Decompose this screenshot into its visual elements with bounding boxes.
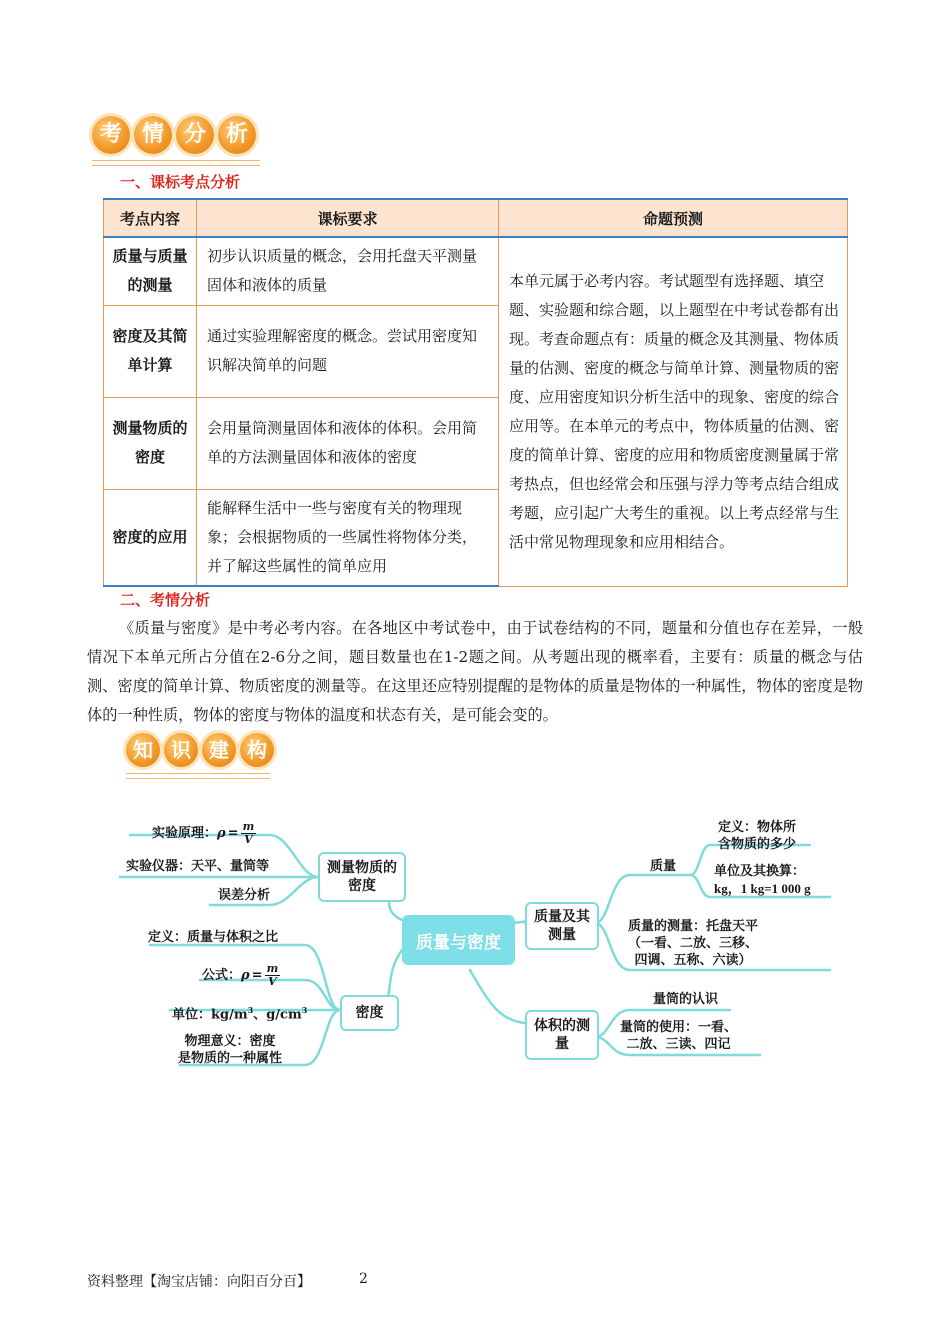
page-number: 2	[359, 1271, 368, 1287]
mass-def-line: 含物质的多少	[718, 837, 797, 852]
header-badge: 析	[218, 116, 256, 154]
cylinder-use-line: 二放、三读、四记	[626, 1037, 731, 1052]
formula-lhs: ρ	[241, 968, 250, 983]
header-badge: 识	[164, 733, 198, 767]
header-badge: 建	[202, 733, 236, 767]
footer-source: 资料整理【淘宝店铺：向阳百分百】	[87, 1274, 311, 1290]
formula-denominator: V	[268, 975, 277, 988]
principle-lhs: ρ	[217, 826, 226, 841]
requirement-cell: 能解释生活中一些与密度有关的物理现象；会根据物质的一些属性将物体分类，并了解这些属性的简单应用	[197, 489, 499, 586]
table-header: 考点内容	[104, 199, 197, 237]
header-badge: 考	[92, 116, 130, 154]
requirement-cell: 初步认识质量的概念，会用托盘天平测量固体和液体的质量	[197, 237, 499, 305]
principle-label: 实验原理：	[152, 826, 218, 841]
table-header: 命题预测	[499, 199, 848, 237]
node-mass-measurement: 质量及其测量	[525, 902, 599, 950]
mass-measure-line: 四调、五称、六读）	[634, 953, 752, 968]
error-analysis-text: 误差分析	[218, 888, 271, 903]
mass-def-line: 定义：物体所	[718, 820, 797, 835]
mass-unit-text	[714, 863, 811, 897]
requirement-cell: 会用量筒测量固体和液体的体积。会用简单的方法测量固体和液体的密度	[197, 397, 499, 489]
mass-measure-line: 质量的测量：托盘天平	[628, 919, 759, 934]
meaning-line: 物理意义：密度	[184, 1034, 276, 1049]
principle-text: 实验原理： ρ = $\frac{m}{V}$	[152, 820, 255, 846]
density-definition-text: 定义：质量与体积之比	[148, 930, 279, 945]
table-header: 课标要求	[197, 199, 499, 237]
prediction-cell: 本单元属于必考内容。考试题型有选择题、填空题、实验题和综合题，以上题型在中考试卷都有出现。考查命题点有：质量的概念及其测量、物体质量的估测、密度的概念与简单计算、测量物质的密度、应用密度知识分析生活中的现象、密度的综合应用等。在本单元的考点中，物体质量的估测、密度的简单计算、密度的应用和物质密度测量属于常考热点，但也经常会和压强与浮力等考点结合组成考题，应引起广大考生的重视。以上考点经常与生活中常见物理现象和应用相结合。	[499, 237, 848, 586]
unit1-exp: 3	[247, 1005, 254, 1015]
mind-map-center: 质量与密度	[402, 915, 515, 965]
mass-definition-text	[718, 819, 796, 853]
cylinder-know-text: 量筒的认识	[653, 992, 719, 1007]
principle-denominator: V	[244, 833, 253, 846]
formula-label: 公式：	[202, 968, 242, 983]
mass-measure-text	[628, 918, 758, 969]
requirement-cell: 通过实验理解密度的概念。尝试用密度知识解决简单的问题	[197, 305, 499, 397]
formula-fraction	[265, 963, 281, 988]
mass-text: 质量	[650, 859, 677, 874]
node-density: 密度	[340, 995, 399, 1031]
header-badge: 情	[134, 116, 172, 154]
section-header-badges	[126, 733, 274, 767]
curriculum-table	[103, 198, 848, 587]
unit-separator: 、	[253, 1007, 267, 1023]
header-badge: 构	[240, 733, 274, 767]
header-underline	[126, 773, 270, 779]
header-underline	[92, 160, 260, 166]
instruments-text: 实验仪器：天平、量筒等	[126, 859, 270, 874]
formula-numerator: m	[266, 962, 279, 975]
density-meaning-text	[178, 1033, 282, 1067]
unit2-exp: 3	[301, 1005, 308, 1015]
topic-cell: 测量物质的密度	[104, 397, 197, 489]
section-title-analysis: 二、考情分析	[120, 591, 211, 609]
cylinder-use-text	[620, 1019, 737, 1053]
topic-cell: 密度及其简单计算	[104, 305, 197, 397]
node-measure-density: 测量物质的密度	[318, 852, 406, 902]
table-row	[104, 237, 848, 305]
mass-unit-line: kg，1 kg=1 000 g	[714, 881, 811, 896]
unit1-base: kg/m	[211, 1007, 248, 1023]
node-volume-measurement: 体积的测量	[525, 1010, 599, 1060]
mind-map	[110, 805, 840, 1075]
unit2-base: g/cm	[266, 1007, 302, 1023]
mass-measure-line: （一看、二放、三移、	[628, 936, 759, 951]
topic-cell: 密度的应用	[104, 489, 197, 586]
section-header-badges	[92, 116, 256, 154]
topic-cell: 质量与质量的测量	[104, 237, 197, 305]
section-title-curriculum: 一、课标考点分析	[120, 173, 241, 191]
density-formula-text: 公式： ρ = $\frac{m}{V}$	[202, 962, 279, 988]
header-badge: 知	[126, 733, 160, 767]
meaning-line: 是物质的一种属性	[178, 1051, 283, 1066]
cylinder-use-line: 量筒的使用：一看、	[620, 1020, 738, 1035]
header-badge: 分	[176, 116, 214, 154]
density-unit-text	[172, 1002, 307, 1023]
mass-unit-line: 单位及其换算：	[714, 864, 806, 879]
principle-numerator: m	[242, 820, 255, 833]
analysis-paragraph: 《质量与密度》是中考必考内容。在各地区中考试卷中，由于试卷结构的不同，题量和分值也存在差异，一般情况下本单元所占分值在2-6分之间，题目数量也在1-2题之间。从考题出现的概率看，主要有：质量的概念与估测、密度的简单计算、物质密度的测量等。在这里还应特别提醒的是物体的质量是物体的一种属性，物体的密度是物体的一种性质，物体的密度与物体的温度和状态有关，是可能会变的。	[87, 619, 863, 724]
principle-fraction	[241, 821, 257, 846]
unit-label: 单位：	[172, 1007, 212, 1023]
